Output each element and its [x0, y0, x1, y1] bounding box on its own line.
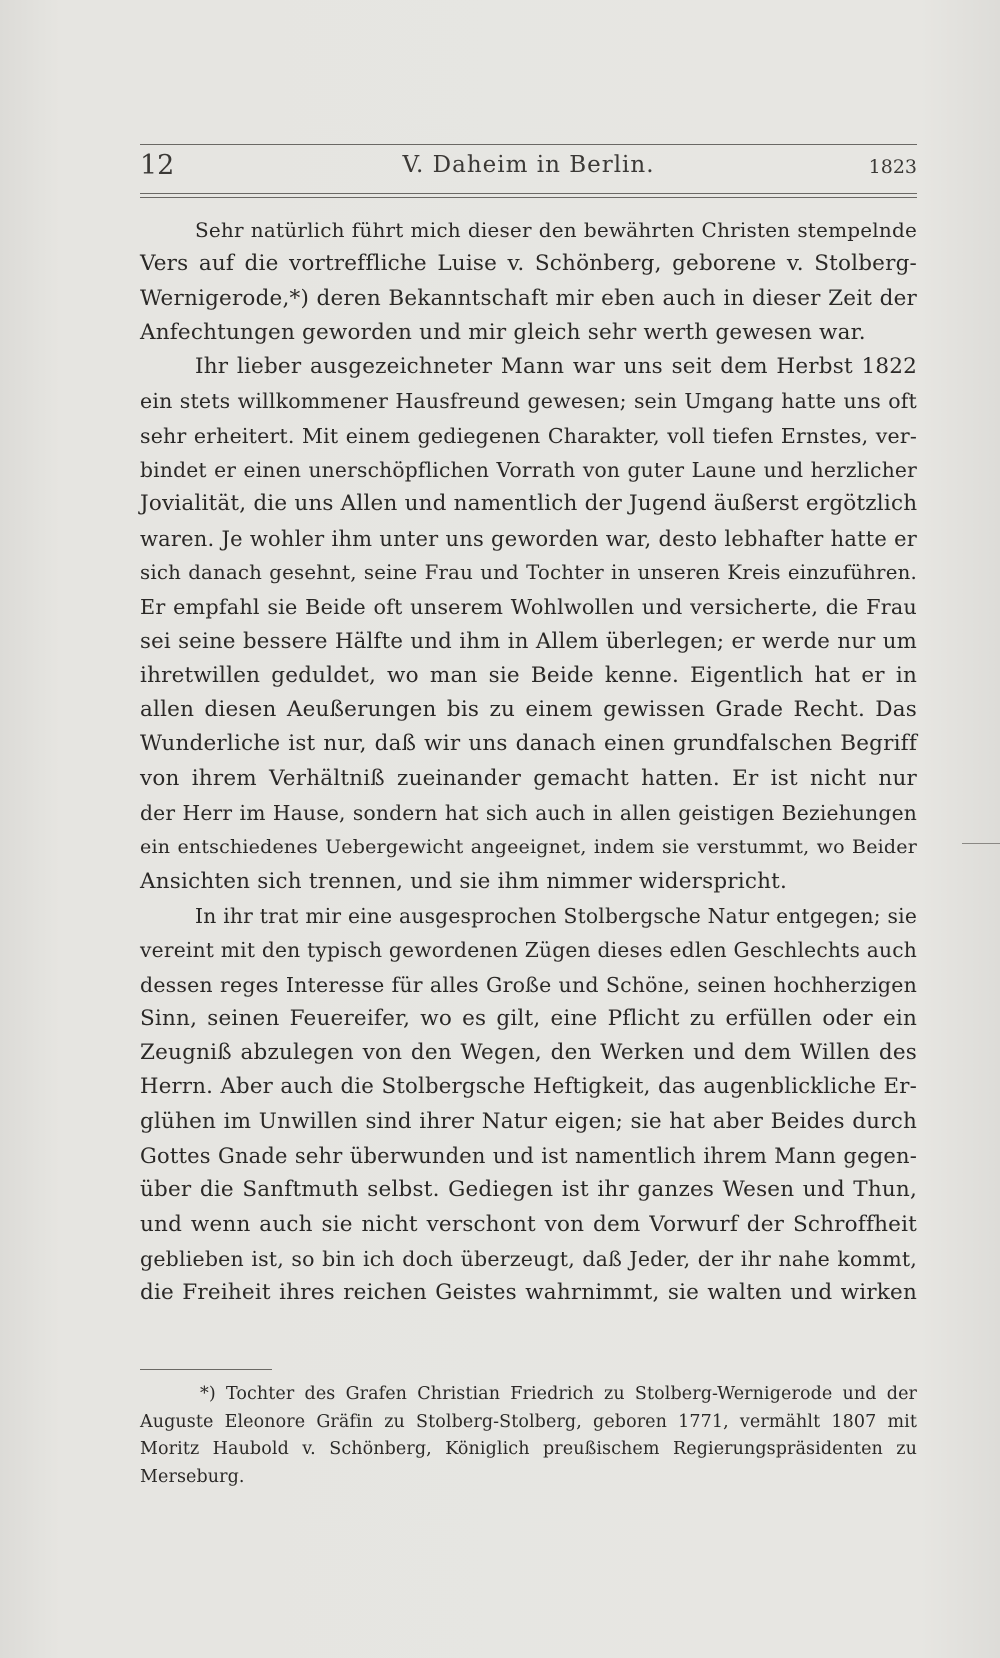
body-text — [140, 213, 917, 1311]
text-line: Wernigerode,*) deren Bekanntschaft mir eben auch in dieser Zeit der — [140, 285, 917, 311]
text-line: vereint mit den typisch gewordenen Zügen dieses edlen Geschlechts auch — [140, 938, 917, 963]
text-line: und wenn auch sie nicht verschont von dem Vorwurf der Schroffheit — [140, 1211, 917, 1237]
text-line: ihretwillen geduldet, wo man sie Beide kenne. Eigentlich hat er in — [140, 662, 917, 688]
margin-mark — [962, 843, 1000, 844]
text-line: die Freiheit ihres reichen Geistes wahrnimmt, sie walten und wirken — [140, 1280, 917, 1306]
page-number: 12 — [140, 150, 175, 181]
text-line: Vers auf die vortreffliche Luise v. Schönberg, geborene v. Stolberg- — [140, 251, 917, 277]
running-title: V. Daheim in Berlin. — [402, 152, 655, 178]
text-line: Sinn, seinen Feuereifer, wo es gilt, eine Pflicht zu erfüllen oder ein — [140, 1005, 917, 1031]
text-line: glühen im Unwillen sind ihrer Natur eigen; sie hat aber Beides durch — [140, 1108, 917, 1134]
text-line: Herrn. Aber auch die Stolbergsche Heftigkeit, das augenblickliche Er- — [140, 1074, 917, 1100]
footnote-line: Merseburg. — [140, 1466, 245, 1487]
text-line: von ihrem Verhältniß zueinander gemacht hatten. Er ist nicht nur — [140, 765, 917, 791]
header-top-rule — [140, 144, 917, 145]
header-double-rule — [140, 193, 917, 198]
text-line: Anfechtungen geworden und mir gleich sehr werth gewesen war. — [140, 319, 866, 345]
text-line: Ihr lieber ausgezeichneter Mann war uns seit dem Herbst 1822 — [195, 354, 917, 380]
text-line: Jovialität, die uns Allen und namentlich der Jugend äußerst ergötzlich — [140, 491, 918, 517]
text-line: bindet er einen unerschöpflichen Vorrath von guter Laune und herzlicher — [140, 458, 917, 483]
text-line: ein stets willkommener Hausfreund gewesen; sein Umgang hatte uns oft — [140, 389, 917, 414]
text-line: Ansichten sich trennen, und sie ihm nimmer widerspricht. — [140, 868, 788, 894]
footnote-rule — [140, 1369, 272, 1370]
text-line: geblieben ist, so bin ich doch überzeugt, daß Jeder, der ihr nahe kommt, — [140, 1246, 917, 1271]
text-line: sei seine bessere Hälfte und ihm in Allem überlegen; er werde nur um — [140, 628, 917, 654]
footnote-line: Auguste Eleonore Gräfin zu Stolberg-Stolberg, geboren 1771, vermählt 1807 mit — [140, 1411, 917, 1432]
text-line: der Herr im Hause, sondern hat sich auch in allen geistigen Beziehungen — [140, 801, 917, 826]
text-line: Gottes Gnade sehr überwunden und ist namentlich ihrem Mann gegen- — [140, 1144, 917, 1169]
text-line: allen diesen Aeußerungen bis zu einem gewissen Grade Recht. Das — [140, 697, 917, 723]
text-line: Zeugniß abzulegen von den Wegen, den Werken und dem Willen des — [140, 1040, 917, 1066]
text-line: über die Sanftmuth selbst. Gediegen ist ihr ganzes Wesen und Thun, — [140, 1177, 917, 1203]
text-line: ein entschiedenes Uebergewicht angeeignet, indem sie verstummt, wo Beider — [140, 836, 917, 859]
footnote-line: Moritz Haubold v. Schönberg, Königlich preußischem Regierungspräsidenten zu — [140, 1439, 917, 1459]
text-line: Wunderliche ist nur, daß wir uns danach einen grundfalschen Begriff — [140, 731, 917, 757]
text-line: Sehr natürlich führt mich dieser den bewährten Christen stempelnde — [195, 218, 917, 242]
footnote — [140, 1381, 917, 1491]
text-line: dessen reges Interesse für alles Große und Schöne, seinen hochherzigen — [140, 972, 917, 997]
text-line: waren. Je wohler ihm unter uns geworden war, desto lebhafter hatte er — [140, 526, 917, 551]
text-line: In ihr trat mir eine ausgesprochen Stolbergsche Natur entgegen; sie — [195, 903, 917, 928]
text-line: sich danach gesehnt, seine Frau und Tochter in unseren Kreis einzuführen. — [140, 560, 917, 584]
text-line: Er empfahl sie Beide oft unserem Wohlwollen und versicherte, die Frau — [140, 595, 917, 620]
text-line: sehr erheitert. Mit einem gediegenen Charakter, voll tiefen Ernstes, ver- — [140, 423, 917, 448]
header-year: 1823 — [868, 156, 917, 178]
running-header — [140, 150, 917, 190]
footnote-line: *) Tochter des Grafen Christian Friedrich zu Stolberg-Wernigerode und der — [200, 1384, 917, 1404]
